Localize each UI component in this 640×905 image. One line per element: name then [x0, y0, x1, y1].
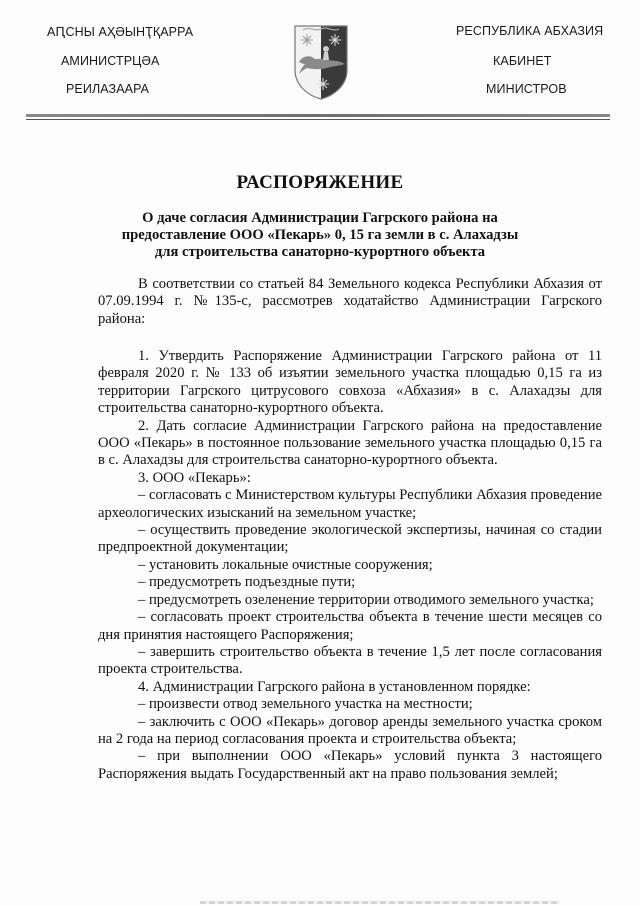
- item-3-bullet: – согласовать с Министерством культуры Республики Абхазия проведение археологических изысканий на земельном участке;: [98, 487, 602, 521]
- document-subject: [100, 210, 540, 261]
- subject-line: для строительства санаторно-курортного объекта: [154, 244, 486, 260]
- header-right-line-3: МИНИСТРОВ: [486, 82, 567, 96]
- item-4-bullet: – при выполнении ООО «Пекарь» условий пункта 3 настоящего Распоряжения выдать Государственный акт на право пользования землей;: [98, 748, 602, 782]
- page-bottom-edge: [200, 901, 560, 904]
- item-3-bullet: – предусмотреть озеленение территории отводимого земельного участка;: [138, 591, 594, 608]
- item-4-bullet: – заключить с ООО «Пекарь» договор аренды земельного участка сроком на 2 года на период согласования проекта и строительства объекта;: [98, 713, 602, 747]
- header-left-line-1: АԤСНЫ АҲӘЫНҬҚАРРА: [47, 25, 194, 39]
- intro-paragraph: В соответствии со статьей 84 Земельного кодекса Республики Абхазия от 07.09.1994 г. №135-с, рассмотрев ходатайство Администрации Гагрского района:: [98, 276, 602, 327]
- item-3-bullet: – осуществить проведение экологической экспертизы, начиная со стадии предпроектной документации;: [98, 522, 602, 556]
- item-3-bullet: – согласовать проект строительства объекта в течение шести месяцев со дня принятия настоящего Распоряжения;: [98, 609, 602, 643]
- item-3-bullet: – установить локальные очистные сооружения;: [138, 556, 433, 573]
- coat-of-arms-icon: [293, 22, 349, 100]
- item-3-bullet: – предусмотреть подъездные пути;: [138, 574, 356, 591]
- header-left-line-2: АМИНИСТРЦӘА: [61, 54, 160, 68]
- subject-line: О даче согласия Администрации Гагрского района на: [142, 210, 498, 226]
- item-3-bullet: – завершить строительство объекта в течение 1,5 лет после согласования проекта строительства.: [98, 643, 602, 678]
- order-items: [98, 348, 602, 783]
- header-right-line-2: КАБИНЕТ: [493, 54, 552, 68]
- item-4-bullet: – произвести отвод земельного участка на местности;: [138, 696, 473, 713]
- item-4-heading: 4. Администрации Гагрского района в установленном порядке:: [138, 678, 531, 695]
- header-right-line-1: РЕСПУБЛИКА АБХАЗИЯ: [456, 24, 604, 38]
- item-1: 1. Утвердить Распоряжение Администрации Гагрского района от 11 февраля 2020 г. № 133 об изъятии земельного участка площадью 0,15 га из территории Гагрского цитрусового совхоза «Абхазия» в с. Алахадзы для строительства санаторно-курортного объекта.: [98, 348, 602, 417]
- header-separator-thin: [26, 119, 610, 120]
- header-separator-thick: [26, 114, 610, 117]
- subject-line: предоставление ООО «Пекарь» 0, 15 га земли в с. Алахадзы: [121, 227, 519, 243]
- item-3-heading: 3. ООО «Пекарь»:: [138, 469, 251, 486]
- header-left-line-3: РЕИЛАЗААРА: [66, 82, 150, 96]
- item-2: 2. Дать согласие Администрации Гагрского района на предоставление ООО «Пекарь» в постоянное пользование земельного участка площадью 0,15 га в с. Алахадзы для строительства санаторно-курортного объекта.: [98, 417, 602, 469]
- intro-paragraph-block: [98, 276, 602, 328]
- document-title: РАСПОРЯЖЕНИЕ: [236, 172, 404, 193]
